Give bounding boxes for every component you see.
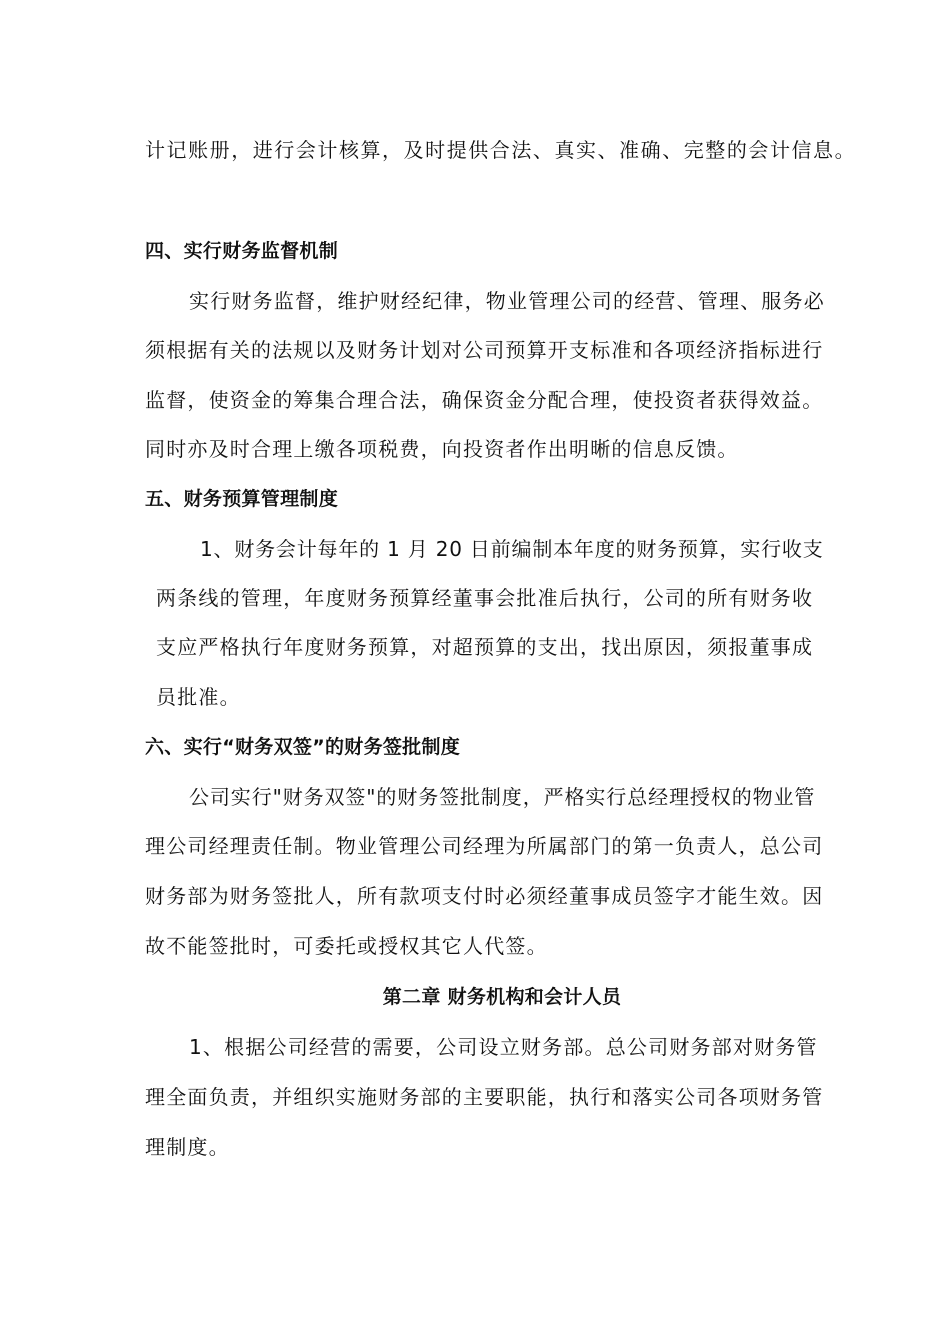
paragraph-line: 财务部为财务签批人，所有款项支付时必须经董事成员签字才能生效。因	[145, 884, 824, 908]
paragraph-line: 支应严格执行年度财务预算，对超预算的支出，找出原因，须报董事成	[156, 635, 814, 659]
paragraph-line: 监督，使资金的筹集合理合法，确保资金分配合理，使投资者获得效益。	[145, 388, 824, 412]
section-heading-6: 六、实行“财务双签”的财务签批制度	[145, 736, 461, 758]
paragraph-line: 理公司经理责任制。物业管理公司经理为所属部门的第一负责人，总公司	[145, 834, 824, 858]
paragraph-line: 须根据有关的法规以及财务计划对公司预算开支标准和各项经济指标进行	[145, 338, 824, 362]
paragraph-line: 计记账册，进行会计核算，及时提供合法、真实、准确、完整的会计信息。	[145, 138, 857, 162]
paragraph-line: 实行财务监督，维护财经纪律，物业管理公司的经营、管理、服务必	[189, 289, 825, 313]
chapter-title: 第二章 财务机构和会计人员	[382, 986, 622, 1008]
paragraph-line: 员批准。	[156, 685, 241, 709]
paragraph-line: 1、财务会计每年的 1 月 20 日前编制本年度的财务预算，实行收支	[200, 537, 824, 561]
paragraph-line: 1、根据公司经营的需要，公司设立财务部。总公司财务部对财务管	[189, 1035, 818, 1059]
paragraph-line: 理全面负责，并组织实施财务部的主要职能，执行和落实公司各项财务管	[145, 1085, 824, 1109]
paragraph-line: 故不能签批时，可委托或授权其它人代签。	[145, 934, 548, 958]
paragraph-line: 理制度。	[145, 1135, 230, 1159]
paragraph-line: 同时亦及时合理上缴各项税费，向投资者作出明晰的信息反馈。	[145, 437, 739, 461]
section-heading-5: 五、财务预算管理制度	[145, 488, 339, 510]
section-heading-4: 四、实行财务监督机制	[145, 240, 339, 262]
paragraph-line: 公司实行"财务双签"的财务签批制度，严格实行总经理授权的物业管	[189, 785, 816, 809]
paragraph-line: 两条线的管理，年度财务预算经董事会批准后执行，公司的所有财务收	[156, 586, 814, 610]
